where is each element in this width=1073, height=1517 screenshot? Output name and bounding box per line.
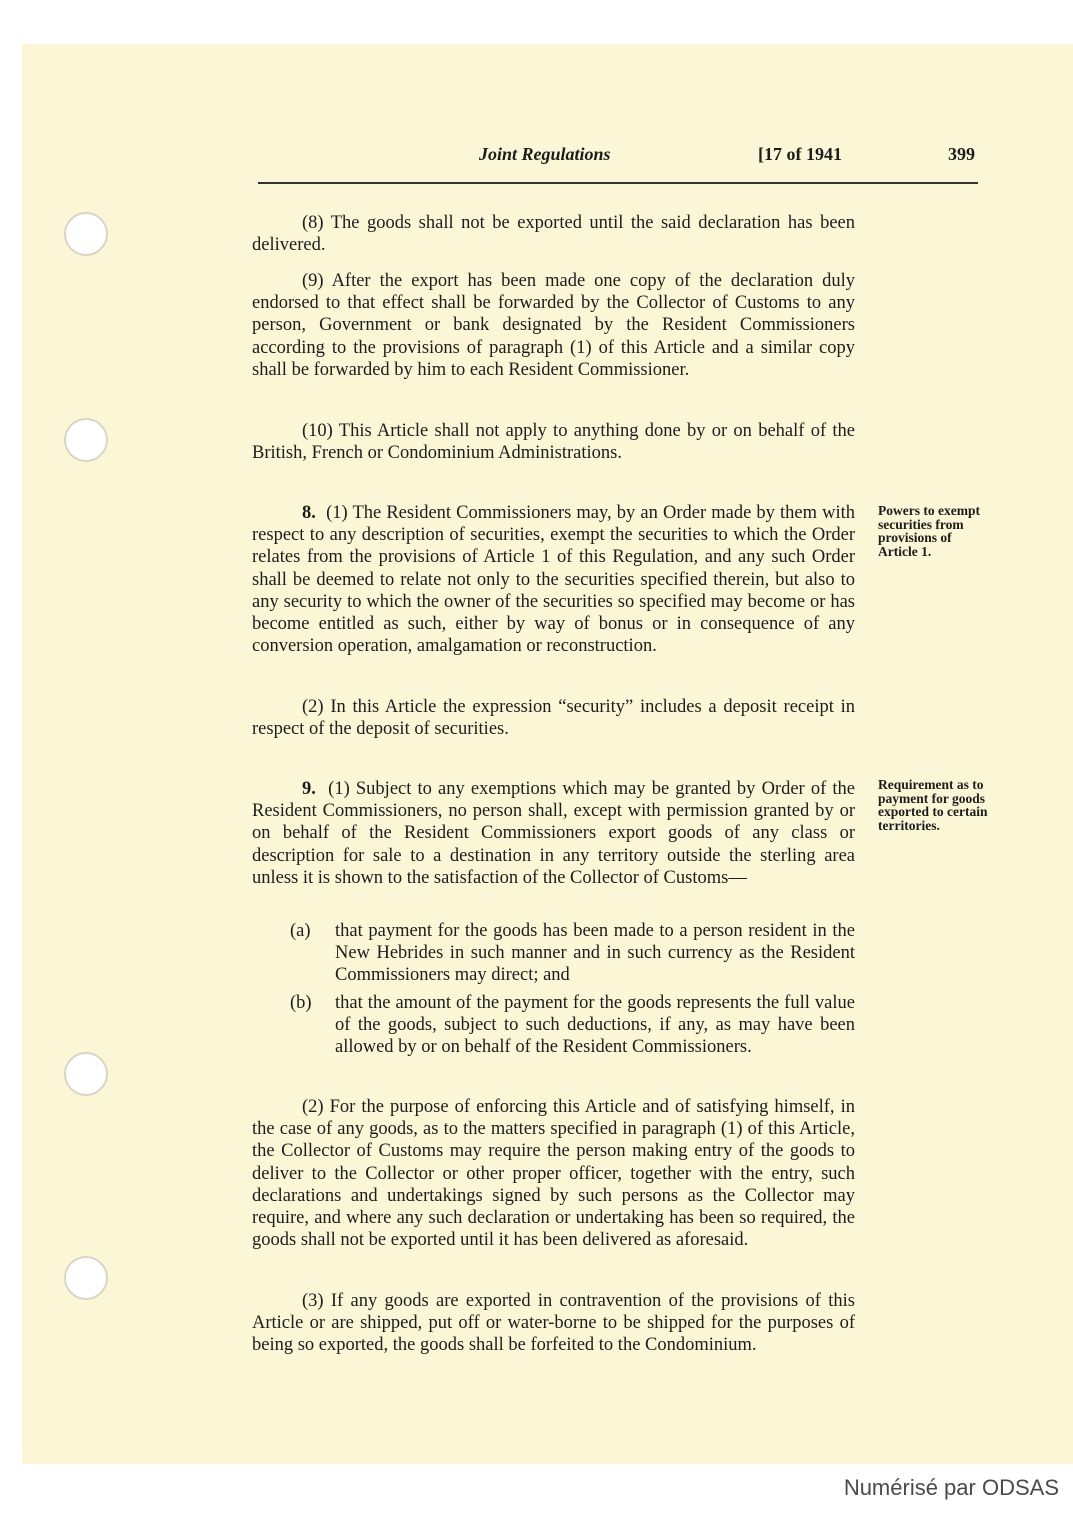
- running-title: Joint Regulations: [479, 144, 611, 164]
- article7-para10: (10) This Article shall not apply to anything done by or on behalf of the British, French or Condominium Administrations.: [252, 421, 855, 464]
- punch-hole: [64, 1256, 108, 1300]
- item-text: that payment for the goods has been made to a person resident in the New Hebrides in such manner and in such currency as the Resident Commissioners may direct; and: [335, 921, 855, 986]
- article7-para8: (8) The goods shall not be exported until the said declaration has been delivered.: [252, 213, 855, 256]
- article8-margin-note: Powers to exempt securities from provisions of Article 1.: [878, 503, 980, 559]
- article8-para1: 8. (1) The Resident Commissioners may, by an Order made by them with respect to any description of securities, exempt the securities to which the Order relates from the provisions of Article 1 of this Regulation, and any such Order shall be deemed to relate not only to the securities specified therein, but also to any security to which the owner of the securities so specified may become or has become entitled as such, either by way of bonus or in consequence of any conversion operation, amalgamation or reconstruction.: [252, 503, 856, 657]
- article9-item-a: [290, 920, 855, 987]
- article9-para2: (2) For the purpose of enforcing this Article and of satisfying himself, in the case of any goods, as to the matters specified in paragraph (1) of this Article, the Collector of Customs may require the person making entry of the goods to deliver to the Collector or other proper officer, together with the entry, such declarations and undertakings signed by such persons as the Collector may require, and where any such declaration or undertaking has been so required, the goods shall not be exported until it has been delivered as aforesaid.: [252, 1097, 855, 1251]
- item-label: (a): [290, 921, 311, 941]
- article9-item-b: [290, 992, 855, 1059]
- digitization-watermark: Numérisé par ODSAS: [843, 1475, 1059, 1500]
- article8-number: 8.: [302, 503, 316, 523]
- punch-hole: [64, 212, 108, 256]
- article9-para3: (3) If any goods are exported in contravention of the provisions of this Article or are shipped, put off or water-borne to be shipped for the purposes of being so exported, the goods shall be forfeited to the Condominium.: [252, 1291, 855, 1356]
- punch-hole: [64, 418, 108, 462]
- article7-para9: (9) After the export has been made one copy of the declaration duly endorsed to that effect shall be forwarded by the Collector of Customs to any person, Government or bank designated by the Resident Commissioners according to the provisions of paragraph (1) of this Article and a similar copy shall be forwarded by him to each Resident Commissioner.: [252, 271, 855, 380]
- article8-para2: (2) In this Article the expression “security” includes a deposit receipt in respect of the deposit of securities.: [252, 697, 855, 740]
- article9-number: 9.: [302, 779, 316, 799]
- item-text: that the amount of the payment for the goods represents the full value of the goods, subject to such deductions, if any, as may have been allowed by or on behalf of the Resident Commissioners.: [335, 993, 855, 1058]
- item-label: (b): [290, 993, 312, 1013]
- act-reference: [17 of 1941: [758, 144, 842, 164]
- punch-hole: [64, 1052, 108, 1096]
- page-number: 399: [948, 144, 975, 164]
- header-rule: [258, 182, 978, 184]
- article9-margin-note: Requirement as to payment for goods exported to certain territories.: [878, 777, 988, 833]
- article9-para1: 9. (1) Subject to any exemptions which may be granted by Order of the Resident Commissioners, no person shall, except with permission granted by or on behalf of the Resident Commissioners export goods of any class or description for sale to a destination in any territory outside the sterling area unless it is shown to the satisfaction of the Collector of Customs—: [252, 779, 856, 888]
